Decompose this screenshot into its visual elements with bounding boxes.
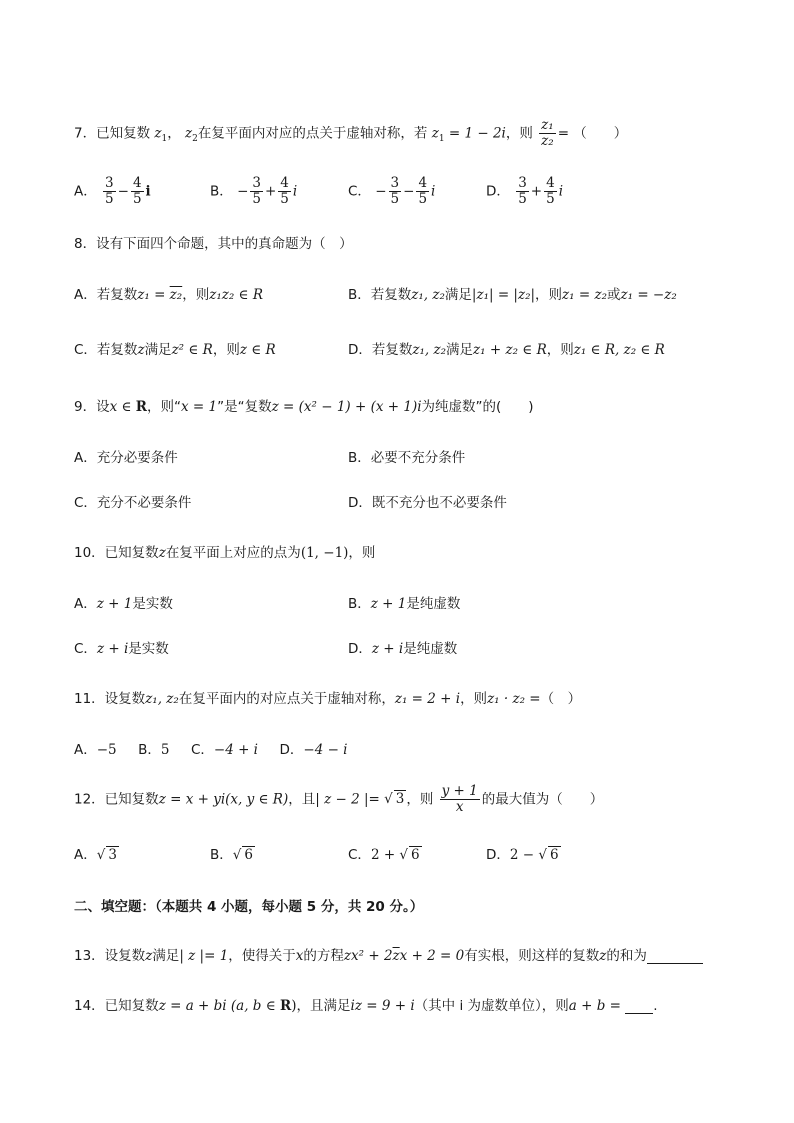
q12-option-c: C．2 + √ 6	[348, 847, 420, 863]
q7-option-b: B． − $\frac{3}{5}$ + $\frac{4}{5}$ i	[210, 175, 298, 207]
fraction-y-plus-1-over-x: $\frac{y + 1}{x}$	[441, 783, 478, 815]
q8-option-c: C．若复数z满足z² ∈ R，则z ∈ R	[74, 342, 276, 358]
question-11-stem: 11．设复数z₁, z₂在复平面内的对应点关于虚轴对称，z₁ = 2 + i，则z₁ · z₂ =（ ）	[74, 691, 582, 707]
fraction-z1-over-z2: $\frac{\text{z₁}}{\text{z₂}}$	[541, 117, 554, 149]
q7-option-c: C． − $\frac{3}{5}$ − $\frac{4}{5}$ i	[348, 175, 436, 207]
q8-option-b: B．若复数z₁, z₂满足|z₁| = |z₂|，则z₁ = z₂或z₁ = −z₂	[348, 287, 677, 303]
question-14-stem: 14．已知复数z = a + bi (a, b ∈ R)，且满足iz = 9 + i（其中 i 为虚数单位），则a + b = .	[74, 998, 658, 1014]
q8-option-d: D．若复数z₁, z₂满足z₁ + z₂ ∈ R，则z₁ ∈ R, z₂ ∈ R	[348, 342, 665, 358]
question-13-stem: 13．设复数z满足| z |= 1，使得关于x的方程$zx^2 + 2\overline{z}x + 2 = 0$有实根，则这样的复数z的和为	[74, 948, 703, 964]
q8-option-a: A．若复数z₁ = z₂，则z₁z₂ ∈ R	[74, 287, 263, 303]
question-7-stem: 7．已知复数 $z_1$， $z_2$在复平面内对应的点关于虚轴对称，若 $z_1 = 1 - 2i$，则 $\frac{\text{z₁}}{\text{z₂}}$ = （ ）	[74, 117, 628, 149]
q7-option-a: A． $\frac{3}{5}$ − $\frac{4}{5}$ i	[74, 175, 151, 207]
q9-option-b: B．必要不充分条件	[348, 450, 466, 466]
answer-blank[interactable]	[647, 949, 703, 964]
q12-option-a: A．√ 3	[74, 847, 117, 863]
q10-option-d: D．z + i是纯虚数	[348, 641, 458, 657]
q11-options: A．−5 B．5 C．−4 + i D．−4 − i	[74, 742, 348, 758]
section-2-heading: 二、填空题：（本题共 4 小题，每小题 5 分，共 20 分。）	[74, 899, 424, 915]
q12-option-b: B．√ 6	[210, 847, 253, 863]
question-8-stem: 8．设有下面四个命题，其中的真命题为（ ）	[74, 236, 353, 252]
q10-option-a: A．z + 1是实数	[74, 596, 173, 612]
q7-option-d: D． $\frac{3}{5}$ + $\frac{4}{5}$ i	[486, 175, 564, 207]
q10-option-b: B．z + 1是纯虚数	[348, 596, 461, 612]
question-9-stem: 9．设x ∈ R，则“x = 1”是“复数z = (x² − 1) + (x + 1)i为纯虚数”的( )	[74, 399, 534, 415]
q9-option-d: D．既不充分也不必要条件	[348, 495, 507, 511]
q9-option-a: A．充分必要条件	[74, 450, 178, 466]
question-12-stem: 12．已知复数z = x + yi(x, y ∈ R)，且| z − 2 |= √ 3 ，则 $\frac{y + 1}{x}$ 的最大值为（ ）	[74, 783, 604, 815]
q12-option-d: D．2 − √ 6	[486, 847, 559, 863]
question-10-stem: 10．已知复数z在复平面上对应的点为(1, −1)，则	[74, 545, 376, 561]
answer-blank[interactable]	[625, 999, 653, 1014]
q9-option-c: C．充分不必要条件	[74, 495, 192, 511]
q10-option-c: C．z + i是实数	[74, 641, 169, 657]
